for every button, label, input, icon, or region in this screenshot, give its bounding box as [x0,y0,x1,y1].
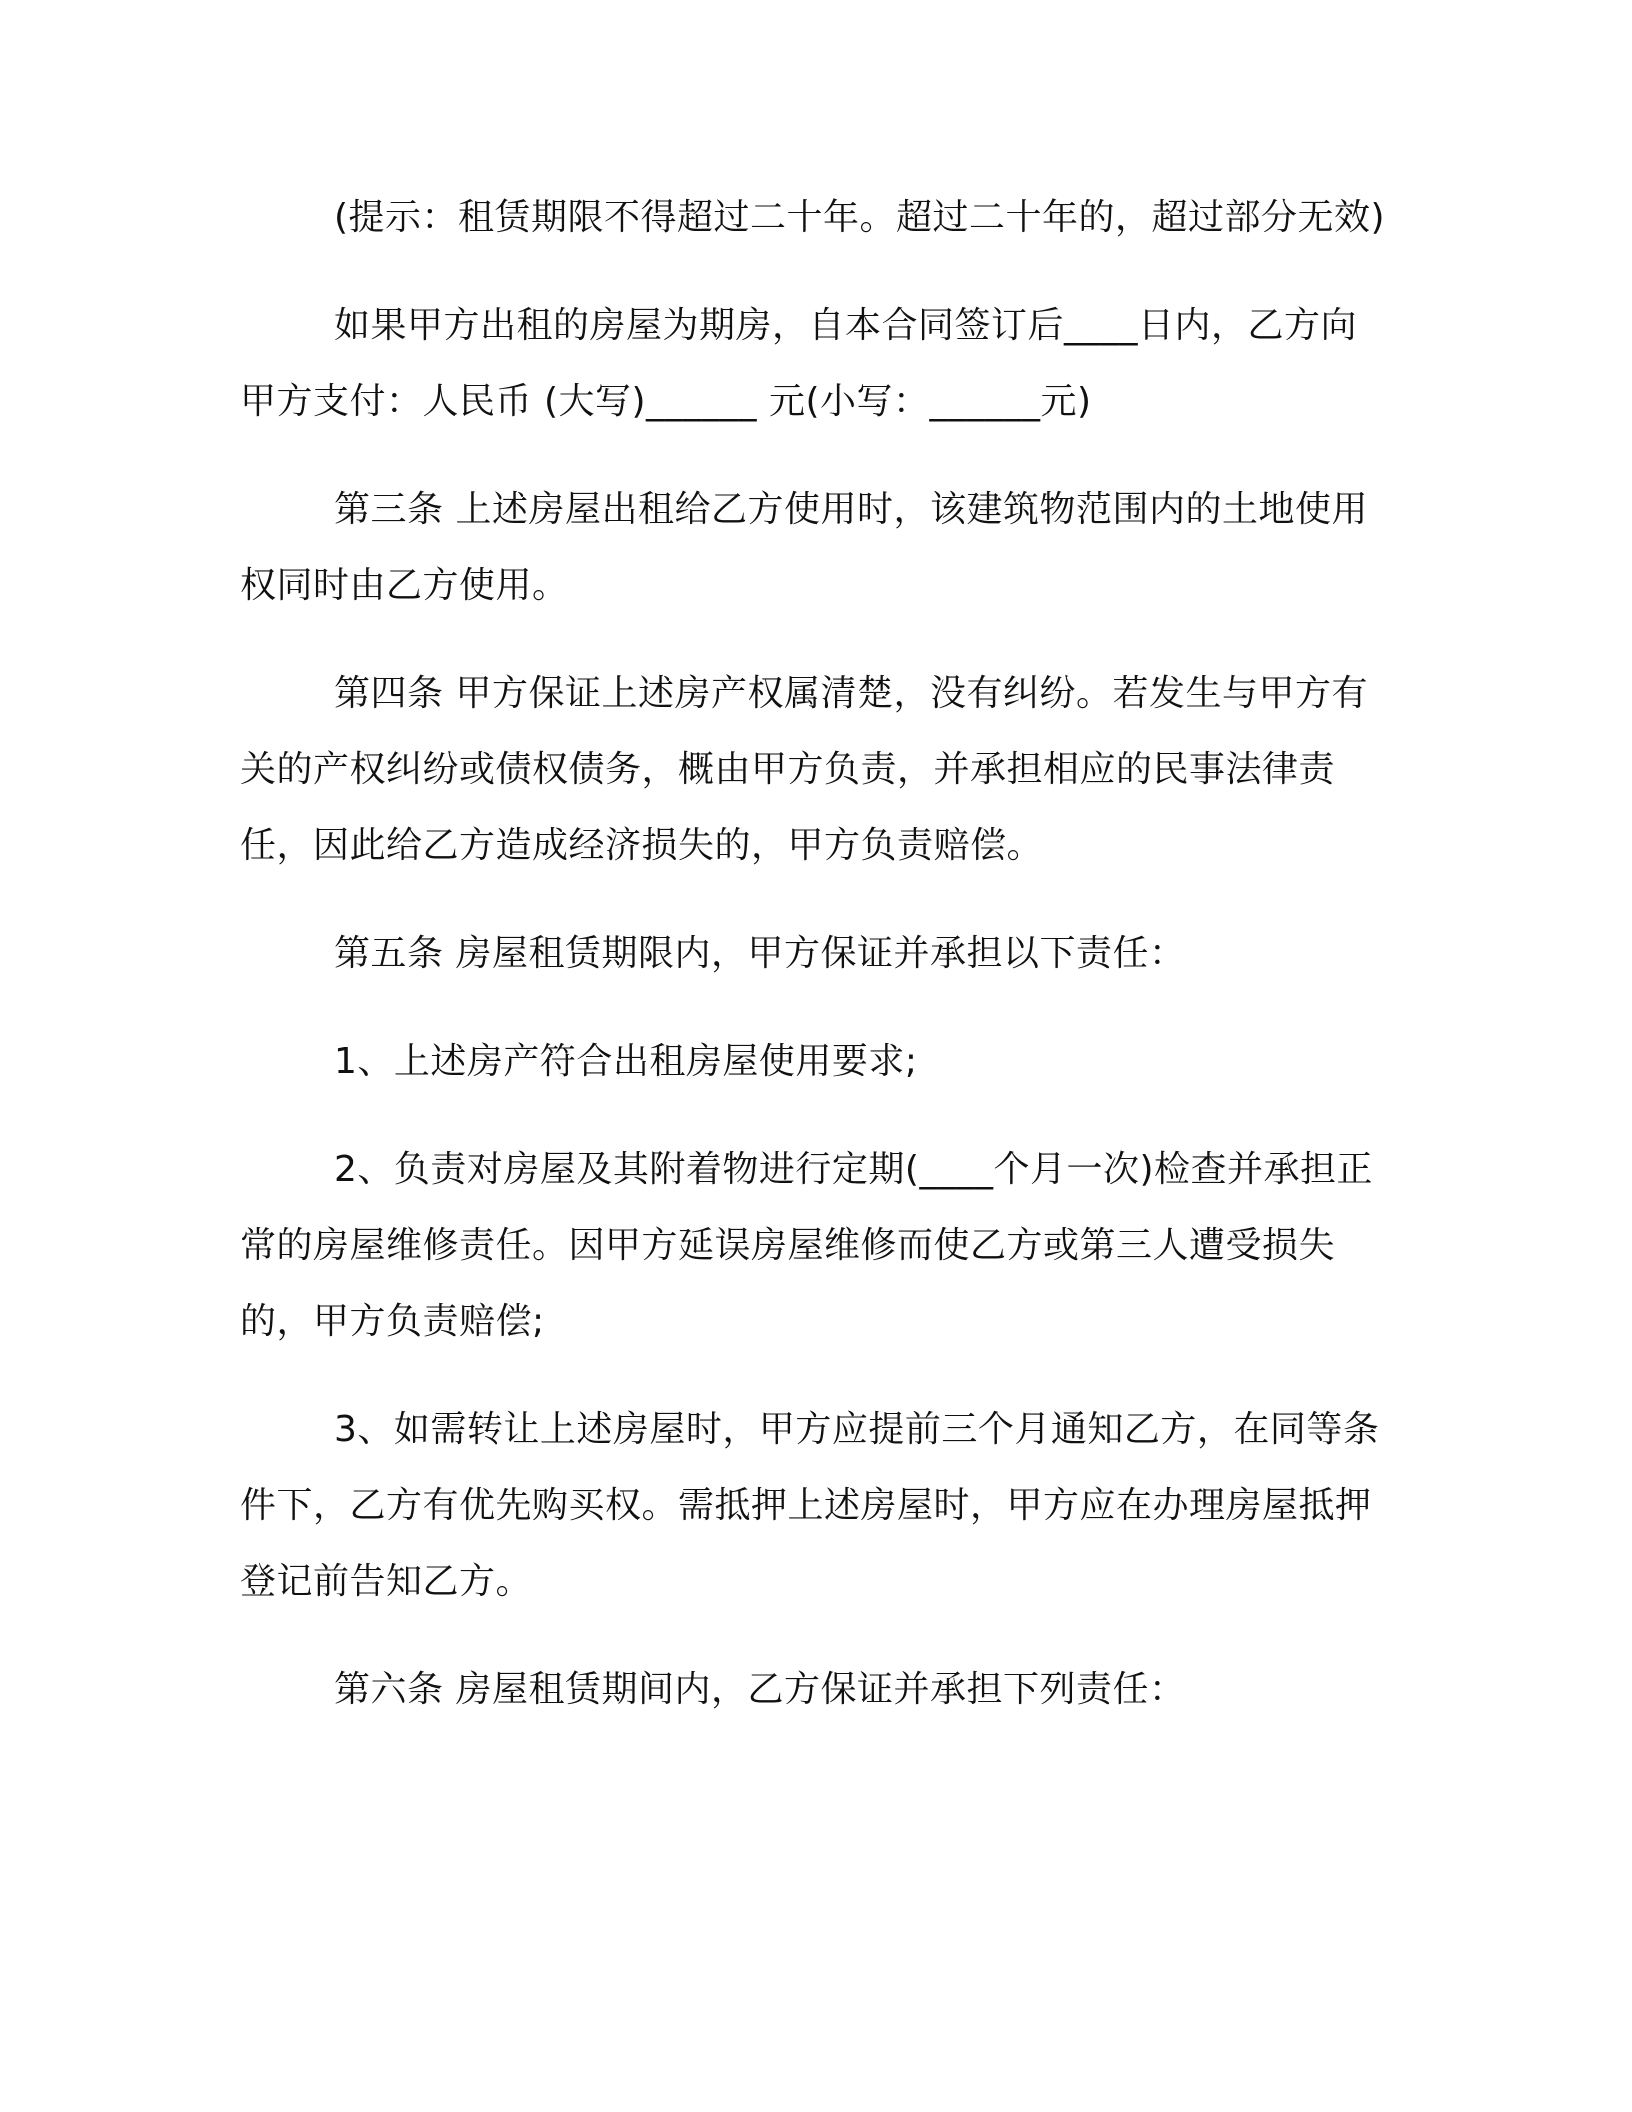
paragraph-item-1: 1、上述房产符合出租房屋使用要求; [334,1041,918,1082]
paragraph-article-4: 第四条 甲方保证上述房产权属清楚，没有纠纷。若发生与甲方有关的产权纠纷或债权债务，概由甲方负责，并承担相应的民事法律责任，因此给乙方造成经济损失的，甲方负责赔偿。 [240,673,1368,866]
document-body [240,180,1390,1760]
paragraph-lease-term-note: (提示：租赁期限不得超过二十年。超过二十年的，超过部分无效) [334,197,1386,238]
paragraph-article-5: 第五条 房屋租赁期限内，甲方保证并承担以下责任： [334,933,1186,974]
paragraph-future-house-payment: 如果甲方出租的房屋为期房，自本合同签订后____日内，乙方向甲方支付：人民币 (大写)______ 元(小写：______元) [240,305,1358,422]
paragraph-item-3: 3、如需转让上述房屋时，甲方应提前三个月通知乙方，在同等条件下，乙方有优先购买权。需抵押上述房屋时，甲方应在办理房屋抵押登记前告知乙方。 [240,1409,1380,1602]
paragraph-article-6: 第六条 房屋租赁期间内，乙方保证并承担下列责任： [334,1669,1186,1710]
paragraph-article-3: 第三条 上述房屋出租给乙方使用时，该建筑物范围内的土地使用权同时由乙方使用。 [240,489,1368,606]
paragraph-item-2: 2、负责对房屋及其附着物进行定期(____个月一次)检查并承担正常的房屋维修责任。因甲方延误房屋维修而使乙方或第三人遭受损失的，甲方负责赔偿; [240,1149,1373,1342]
